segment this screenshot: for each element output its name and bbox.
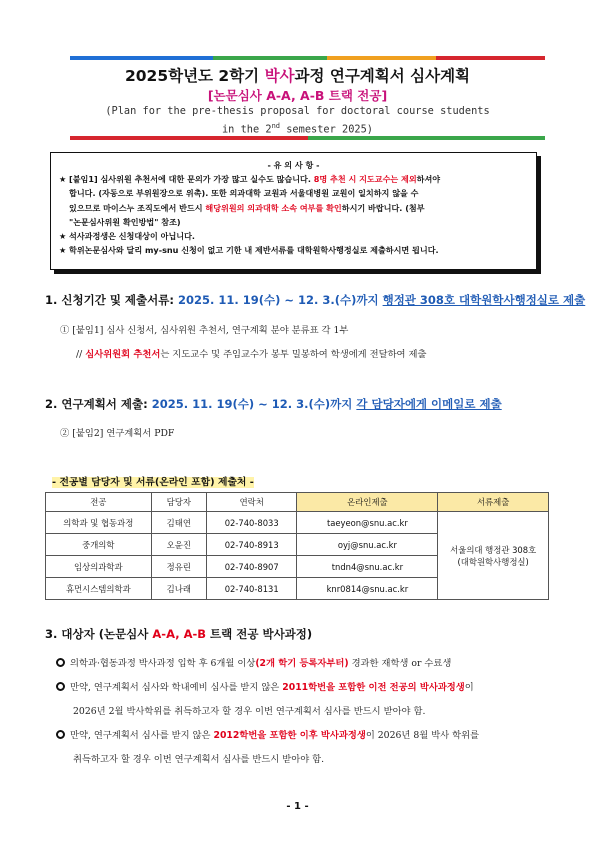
section-1-heading: 1. 신청기간 및 제출서류: 2025. 11. 19(수) ~ 12. 3.(수)까지 행정관 308호 대학원학사행정실로 제출 [45, 293, 586, 307]
section-3-heading: 3. 대상자 (논문심사 A-A, A-B 트랙 전공 박사과정) [45, 627, 313, 641]
cell-manager: 김태연 [151, 512, 206, 534]
notice-title: - 유 의 사 항 - [267, 160, 320, 170]
page-number: - 1 - [286, 801, 309, 812]
circle-bullet-icon [56, 682, 65, 691]
notice-box [50, 152, 537, 270]
bottom-color-bar [70, 136, 545, 140]
english-title: (Plan for the pre-thesis proposal for doctoral course students in the 2nd semester 2025) [105, 105, 490, 136]
table-header-row [46, 493, 549, 512]
section-2-heading: 2. 연구계획서 제출: 2025. 11. 19(수) ~ 12. 3.(수)까지 각 담당자에게 이메일로 제출 [45, 397, 502, 411]
star-icon: ★ [59, 245, 67, 256]
list-item: 의학과·협동과정 박사과정 입학 후 6개월 이상(2개 학기 등록자부터) 경과한 재학생 or 수료생 [56, 656, 554, 672]
header-online: 온라인제출 [297, 493, 438, 512]
page-subtitle: [논문심사 A-A, A-B 트랙 전공] [207, 88, 388, 103]
cell-email[interactable]: taeyeon@snu.ac.kr [297, 512, 438, 534]
notice-item-1-line4: "논문심사위원 확인방법" 참조) [69, 216, 181, 227]
header-manager: 담당자 [151, 493, 206, 512]
list-item-continued: 취득하고자 할 경우 이번 연구계획서 심사를 반드시 받아야 함. [73, 754, 325, 765]
list-item: 만약, 연구계획서 심사와 학내예비 심사를 받지 않은 2011학번을 포함한 이전 전공의 박사과정생이 [56, 680, 554, 696]
top-color-bar [70, 56, 545, 60]
cell-major: 휴먼시스템의학과 [46, 578, 152, 600]
table-title: - 전공별 담당자 및 서류(온라인 포함) 제출처 - [52, 477, 254, 488]
cell-email[interactable]: tndn4@snu.ac.kr [297, 556, 438, 578]
header-contact: 연락처 [206, 493, 297, 512]
list-item: 만약, 연구계획서 심사를 받지 않은 2012학번을 포함한 이후 박사과정생이 2026년 8월 박사 학위를 [56, 728, 554, 744]
cell-contact: 02-740-8033 [206, 512, 297, 534]
list-item-continued: 2026년 2월 박사학위를 취득하고자 할 경우 이번 연구계획서 심사를 반드시 받아야 함. [73, 706, 426, 717]
table-row [46, 512, 549, 534]
cell-contact: 02-740-8131 [206, 578, 297, 600]
cell-major: 의학과 및 협동과정 [46, 512, 152, 534]
contact-table [45, 492, 549, 600]
header-major: 전공 [46, 493, 152, 512]
notice-item-1-line2: 합니다. (자동으로 부위원장으로 위촉). 또한 의과대학 교원과 서울대병원 교원이 일치하지 않을 수 [69, 188, 419, 199]
cell-doc-submit: 서울의대 행정관 308호 (대학원학사행정실) [438, 512, 549, 600]
cell-manager: 정유린 [151, 556, 206, 578]
circle-bullet-icon [56, 730, 65, 739]
cell-major: 임상의과학과 [46, 556, 152, 578]
notice-item-2: ★ 석사과정생은 신청대상이 아닙니다. [59, 229, 528, 243]
notice-item-1-line3: 있으므로 마이스누 조직도에서 반드시 해당위원의 의과대학 소속 여부를 확인하시기 바랍니다. (첨부 [69, 202, 425, 213]
section-2-item-1: ② [붙임2] 연구계획서 PDF [60, 428, 175, 439]
cell-contact: 02-740-8907 [206, 556, 297, 578]
cell-email[interactable]: oyj@snu.ac.kr [297, 534, 438, 556]
star-icon: ★ [59, 231, 67, 242]
cell-manager: 오윤진 [151, 534, 206, 556]
page-title: 2025학년도 2학기 박사과정 연구계획서 심사계획 [124, 67, 471, 85]
notice-item-1: ★ [붙임1] 심사위원 추천서에 대한 문의가 가장 많고 실수도 많습니다. 8명 추천 시 지도교수는 제외하셔야 [59, 172, 528, 186]
cell-contact: 02-740-8913 [206, 534, 297, 556]
section-1-item-1: ① [붙임1] 심사 신청서, 심사위원 추천서, 연구계획 분야 분류표 각 1부 [60, 325, 349, 336]
section-1-item-2: // 심사위원회 추천서는 지도교수 및 주임교수가 봉투 밀봉하여 학생에게 전달하여 제출 [76, 349, 427, 360]
star-icon: ★ [59, 174, 67, 185]
cell-email[interactable]: knr0814@snu.ac.kr [297, 578, 438, 600]
header-docs: 서류제출 [438, 493, 549, 512]
cell-major: 중개의학 [46, 534, 152, 556]
circle-bullet-icon [56, 658, 65, 667]
notice-item-3: ★ 학위논문심사와 달리 my-snu 신청이 없고 기한 내 제반서류를 대학원학사행정실로 제출하시면 됩니다. [59, 243, 528, 257]
cell-manager: 김나래 [151, 578, 206, 600]
